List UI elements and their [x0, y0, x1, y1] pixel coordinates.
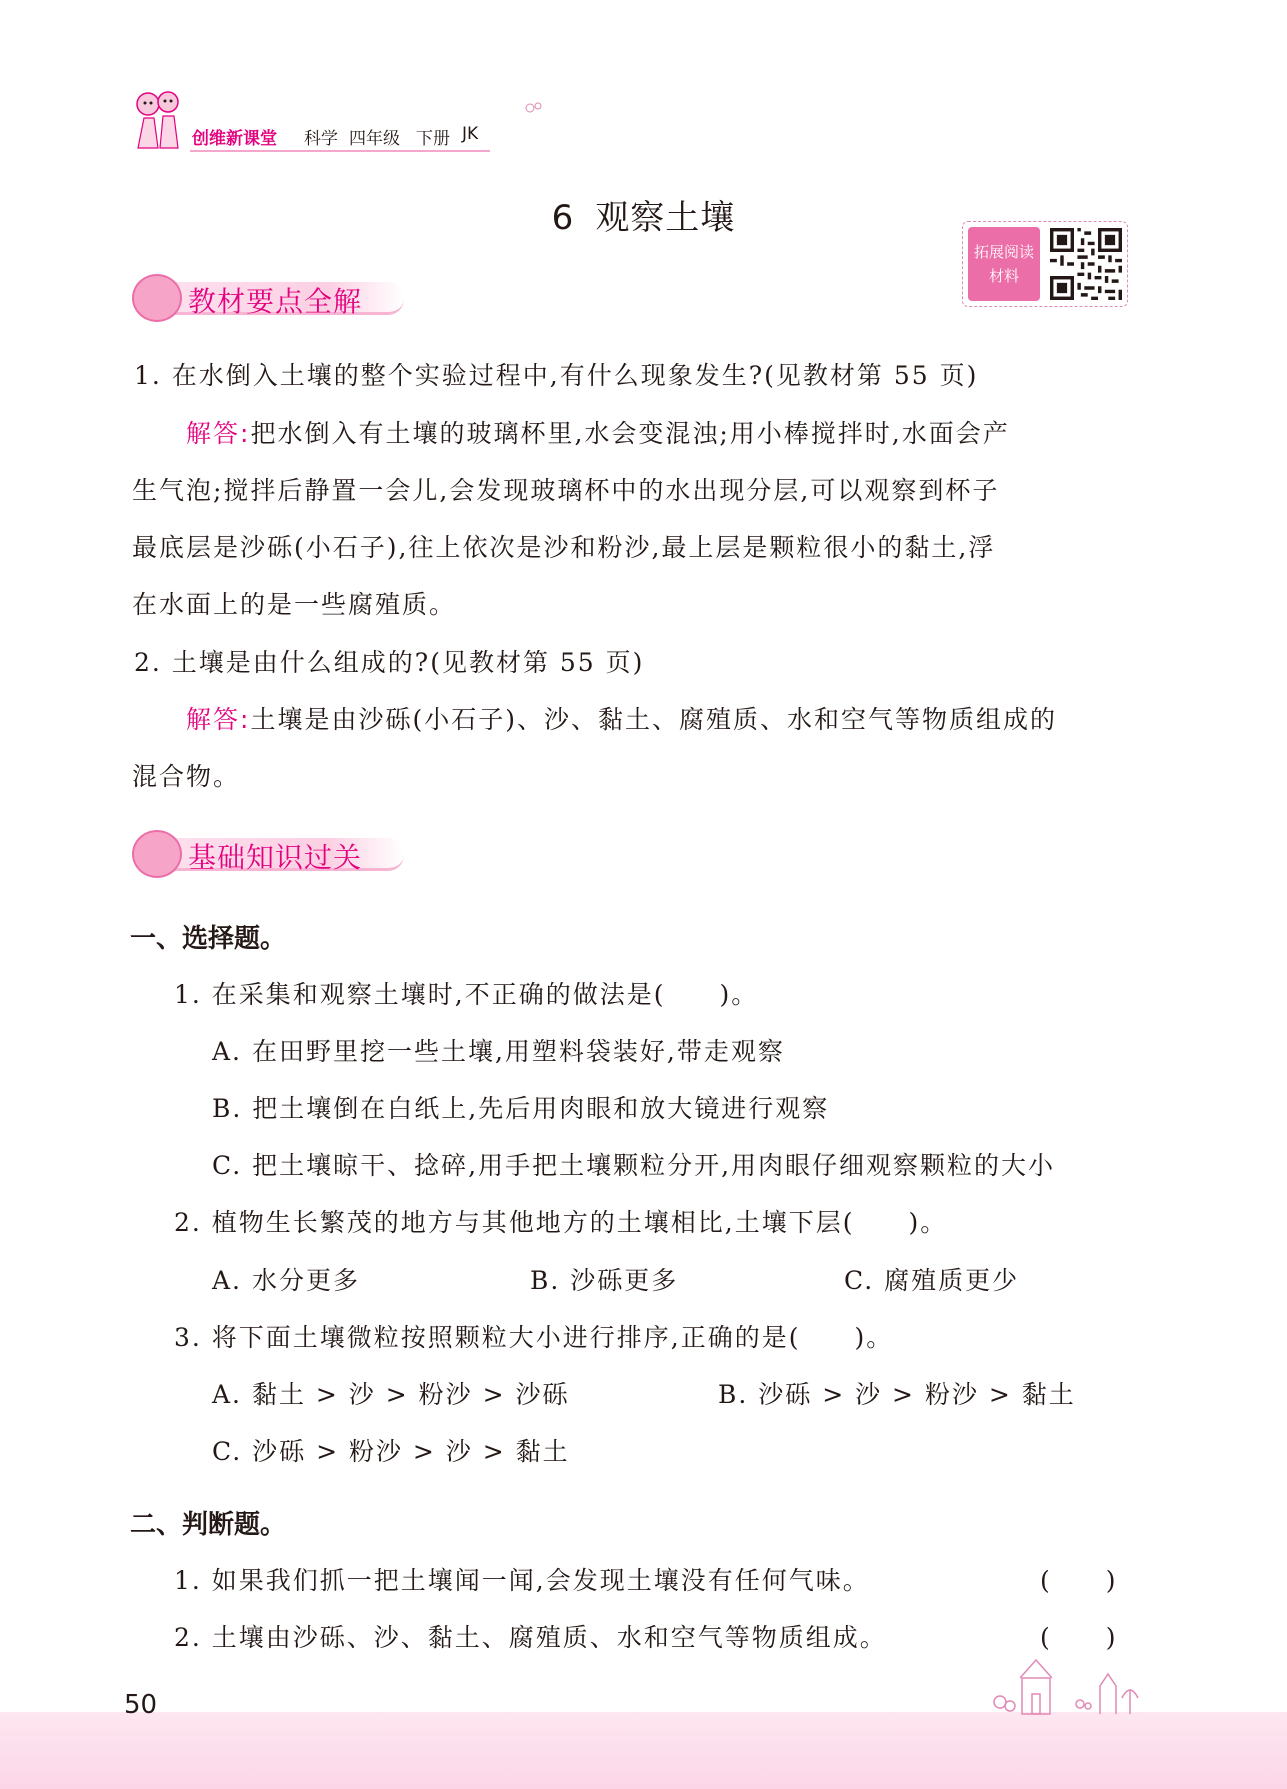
qr-code-icon[interactable]: [1050, 228, 1122, 300]
choice-q2-stem: 2. 植物生长繁茂的地方与其他地方的土壤相比,土壤下层( )。: [174, 1208, 948, 1237]
answer-1-line-1: [186, 414, 1010, 450]
judgment-heading: 二、判断题。: [130, 1510, 287, 1540]
banner-label: 基础知识过关: [188, 841, 363, 874]
judgment-q1: 1. 如果我们抓一把土壤闻一闻,会发现土壤没有任何气味。: [174, 1566, 870, 1595]
answer-1-line-4: 在水面上的是一些腐殖质。: [132, 590, 457, 619]
brand-name: 创维新课堂: [192, 129, 277, 149]
question-1: 1. 在水倒入土壤的整个实验过程中,有什么现象发生?(见教材第 55 页): [134, 361, 979, 390]
section-banner-textbook-points: [132, 270, 412, 322]
flower-decoration-icon: [522, 98, 546, 118]
footer-band: [0, 1712, 1287, 1789]
teacher-mascot-icon: [132, 830, 182, 878]
book-mascot-icon: [132, 274, 182, 322]
banner-label: 教材要点全解: [188, 285, 363, 318]
answer-1-text-1: 把水倒入有土壤的玻璃杯里,水会变混浊;用小棒搅拌时,水面会产: [250, 419, 1010, 448]
answer-2-text-1: 土壤是由沙砾(小石子)、沙、黏土、腐殖质、水和空气等物质组成的: [250, 705, 1057, 734]
answer-2-line-1: [186, 700, 1057, 736]
answer-label: 解答:: [186, 419, 251, 448]
volume-label: 下册: [416, 129, 450, 149]
lesson-title: 观察土壤: [595, 198, 736, 238]
answer-2-line-2: 混合物。: [132, 762, 241, 791]
answer-1-line-2: 生气泡;搅拌后静置一会儿,会发现玻璃杯中的水出现分层,可以观察到杯子: [132, 476, 1000, 505]
choice-q1-stem: 1. 在采集和观察土壤时,不正确的做法是( )。: [174, 980, 759, 1009]
qr-label-line2: 材料: [988, 267, 1019, 285]
choice-q2-option-c: C. 腐殖质更少: [844, 1266, 1020, 1295]
subject-label: 科学: [304, 129, 338, 149]
choice-q1-option-b: B. 把土壤倒在白纸上,先后用肉眼和放大镜进行观察: [212, 1094, 830, 1123]
grade-label: 四年级: [349, 129, 400, 149]
judgment-q2-blank[interactable]: ( ): [1040, 1623, 1118, 1652]
question-2: 2. 土壤是由什么组成的?(见教材第 55 页): [134, 648, 645, 677]
choice-q2-option-a: A. 水分更多: [212, 1266, 360, 1295]
answer-1-line-3: 最底层是沙砾(小石子),往上依次是沙和粉沙,最上层是颗粒很小的黏土,浮: [132, 533, 996, 562]
header-rule: [190, 150, 490, 152]
choice-q2-option-b: B. 沙砾更多: [530, 1266, 679, 1295]
kids-logo-icon: [126, 86, 190, 152]
choice-q3-option-b: B. 沙砾 > 沙 > 粉沙 > 黏土: [718, 1380, 1076, 1409]
qr-extension-box[interactable]: [962, 221, 1128, 307]
choice-q1-option-a: A. 在田野里挖一些土壤,用塑料袋装好,带走观察: [212, 1037, 785, 1066]
lesson-number: 6: [551, 198, 574, 238]
choice-heading: 一、选择题。: [130, 924, 287, 954]
edition-label: JK: [462, 124, 479, 144]
castle-decoration-icon: [990, 1650, 1170, 1720]
choice-q3-option-c: C. 沙砾 > 粉沙 > 沙 > 黏土: [212, 1437, 570, 1466]
page-number: 50: [124, 1690, 158, 1720]
judgment-q2: 2. 土壤由沙砾、沙、黏土、腐殖质、水和空气等物质组成。: [174, 1623, 887, 1652]
choice-q1-option-c: C. 把土壤晾干、捻碎,用手把土壤颗粒分开,用肉眼仔细观察颗粒的大小: [212, 1151, 1056, 1180]
judgment-q1-blank[interactable]: ( ): [1040, 1566, 1118, 1595]
choice-q3-stem: 3. 将下面土壤微粒按照颗粒大小进行排序,正确的是( )。: [174, 1323, 894, 1352]
answer-label: 解答:: [186, 705, 251, 734]
section-banner-basic-knowledge: [132, 826, 412, 878]
qr-label-line1: 拓展阅读: [973, 243, 1034, 261]
qr-label: [968, 227, 1040, 301]
choice-q3-option-a: A. 黏土 > 沙 > 粉沙 > 沙砾: [212, 1380, 570, 1409]
